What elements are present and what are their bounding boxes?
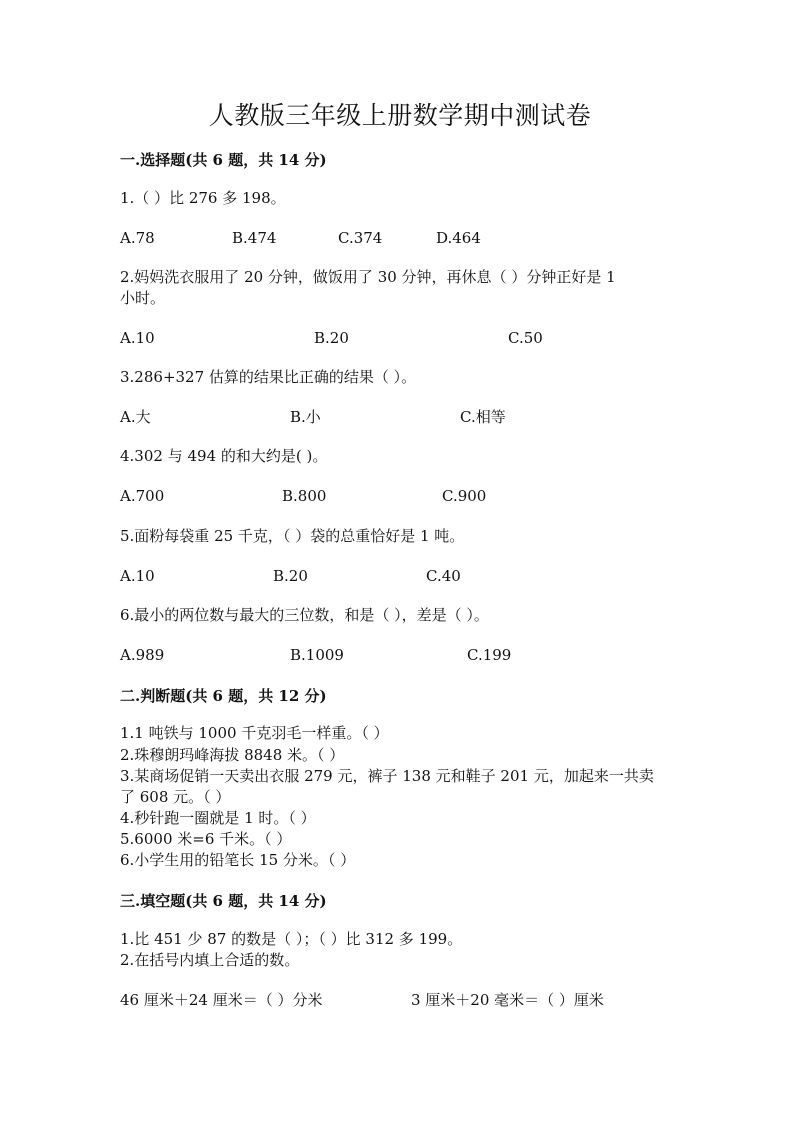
question-1-stem: 1.（ ）比 276 多 198。 — [120, 189, 286, 207]
q3-option-c: C.相等 — [460, 408, 506, 426]
q1-option-d: D.464 — [436, 229, 481, 247]
judgement-item-1: 1.1 吨铁与 1000 千克羽毛一样重。（ ） — [120, 724, 389, 742]
question-3-stem: 3.286+327 估算的结果比正确的结果（ ）。 — [120, 368, 417, 386]
question-2-stem-line1: 2.妈妈洗衣服用了 20 分钟，做饭用了 30 分钟，再休息（ ）分钟正好是 1 — [120, 268, 616, 286]
q5-option-a: A.10 — [120, 567, 155, 585]
q6-option-a: A.989 — [120, 646, 165, 664]
q1-option-a: A.78 — [120, 229, 155, 247]
fill-item-1: 1.比 451 少 87 的数是（ ）；（ ）比 312 多 199。 — [120, 930, 463, 948]
section-heading-fill: 三.填空题(共 6 题，共 14 分) — [120, 892, 327, 910]
q1-option-b: B.474 — [232, 229, 277, 247]
judgement-item-3-line2: 了 608 元。（ ） — [120, 788, 231, 806]
q5-option-c: C.40 — [426, 567, 461, 585]
question-4-stem: 4.302 与 494 的和大约是( )。 — [120, 447, 328, 465]
q4-option-b: B.800 — [282, 487, 327, 505]
question-5-stem: 5.面粉每袋重 25 千克，（ ）袋的总重恰好是 1 吨。 — [120, 527, 465, 545]
q5-option-b: B.20 — [273, 567, 308, 585]
section-heading-choice: 一.选择题(共 6 题，共 14 分) — [120, 151, 327, 169]
q6-option-b: B.1009 — [290, 646, 344, 664]
fill-blank-right: 3 厘米＋20 毫米＝（ ）厘米 — [411, 991, 604, 1009]
judgement-item-4: 4.秒针跑一圈就是 1 时。（ ） — [120, 809, 316, 827]
q2-option-a: A.10 — [120, 329, 155, 347]
question-6-stem: 6.最小的两位数与最大的三位数，和是（ ），差是（ ）。 — [120, 606, 489, 624]
fill-blank-left: 46 厘米＋24 厘米＝（ ）分米 — [120, 991, 323, 1009]
section-heading-judgement: 二.判断题(共 6 题，共 12 分) — [120, 687, 327, 705]
q2-option-b: B.20 — [314, 329, 349, 347]
q6-option-c: C.199 — [467, 646, 512, 664]
fill-item-2: 2.在括号内填上合适的数。 — [120, 951, 300, 969]
judgement-item-5: 5.6000 米=6 千米。（ ） — [120, 830, 292, 848]
judgement-item-3-line1: 3.某商场促销一天卖出衣服 279 元，裤子 138 元和鞋子 201 元，加起来一共卖 — [120, 767, 654, 785]
q3-option-b: B.小 — [290, 408, 321, 426]
q2-option-c: C.50 — [508, 329, 543, 347]
q4-option-c: C.900 — [442, 487, 487, 505]
q1-option-c: C.374 — [338, 229, 383, 247]
judgement-item-2: 2.珠穆朗玛峰海拔 8848 米。（ ） — [120, 746, 345, 764]
page-title: 人教版三年级上册数学期中测试卷 — [208, 101, 592, 130]
question-2-stem-line2: 小时。 — [120, 289, 166, 307]
judgement-item-6: 6.小学生用的铅笔长 15 分米。（ ） — [120, 851, 356, 869]
q3-option-a: A.大 — [120, 408, 151, 426]
q4-option-a: A.700 — [120, 487, 165, 505]
